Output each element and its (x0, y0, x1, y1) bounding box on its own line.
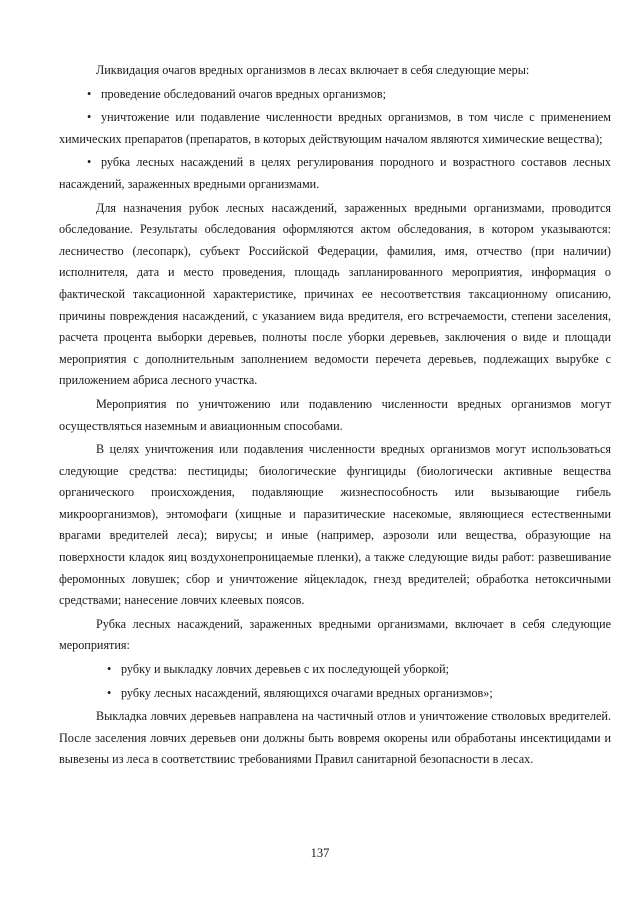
paragraph-means: В целях уничтожения или подавления численности вредных организмов могут использоваться следующие средства: пестициды; биологические фунгициды (биологически активные вещества органического происхождения, подавляющие жизнеспособность или вызывающие гибель микроорганизмов), энтомофаги (хищные и паразитические насекомые, являющиеся естественными врагами вредителей леса); вирусы; и иные (например, аэрозоли или вещества, образующие на поверхности кладок яиц воздухонепроницаемые пленки), а также следующие виды работ: развешивание феромонных ловушек; сбор и уничтожение яйцекладок, гнезд вредителей; обработка нетоксичными средствами; нанесение ловчих клеевых поясов. (59, 442, 611, 608)
bullet-item-felling: • рубка лесных насаждений в целях регулирования породного и возрастного составов лесных насаждений, зараженных вредными организмами. (59, 152, 611, 195)
document-body (59, 60, 611, 773)
bullet-item-destruction: • уничтожение или подавление численности вредных организмов, в том числе с применением химических препаратов (препаратов, в которых действующим началом являются химические вещества); (59, 107, 611, 150)
bullet-item-trap-trees: • рубку и выкладку ловчих деревьев с их последующей уборкой; (59, 659, 611, 681)
bullet-marker: • (107, 685, 112, 700)
paragraph-intro: Ликвидация очагов вредных организмов в лесах включает в себя следующие меры: (96, 63, 530, 77)
paragraph-felling-measures: Рубка лесных насаждений, зараженных вредными организмами, включает в себя следующие мероприятия: (59, 616, 611, 653)
bullet-marker: • (87, 155, 92, 170)
paragraph-survey-act: Для назначения рубок лесных насаждений, зараженных вредными организмами, проводится обследование. Результаты обследования оформляются актом обследования, в котором указываются: лесничество (лесопарк), субъект Российской Федерации, фамилия, имя, отчество (при наличии) исполнителя, дата и место проведения, площадь запланированного мероприятия, информация о фактической таксационной характеристике, причинах ее несоответствия таксационному описанию, причины повреждения насаждений, с указанием вида вредителя, его встречаемости, степени заселения, расчета процента выборки деревьев, полноты после уборки деревьев, заключения о виде и площади мероприятия с дополнительным заполнением ведомости перечета деревьев, подлежащих вырубке с приложением абриса лесного участка. (59, 200, 611, 388)
page-number: 137 (310, 846, 330, 860)
paragraph-trap-trees: Выкладка ловчих деревьев направлена на частичный отлов и уничтожение стволовых вредителей. После заселения ловчих деревьев они должны быть вовремя окорены или обработаны инсектицидами и вывезены из леса в соответствиис требованиями Правил санитарной безопасности в лесах. (59, 709, 611, 767)
bullet-marker: • (87, 110, 92, 125)
bullet-item-infested-stands: • рубку лесных насаждений, являющихся очагами вредных организмов»; (59, 683, 611, 705)
bullet-marker: • (87, 86, 92, 101)
bullet-marker: • (107, 662, 112, 677)
bullet-item-survey: • проведение обследований очагов вредных организмов; (59, 84, 611, 106)
paragraph-methods: Мероприятия по уничтожению или подавлению численности вредных организмов могут осуществляться наземным и авиационным способами. (59, 396, 611, 433)
